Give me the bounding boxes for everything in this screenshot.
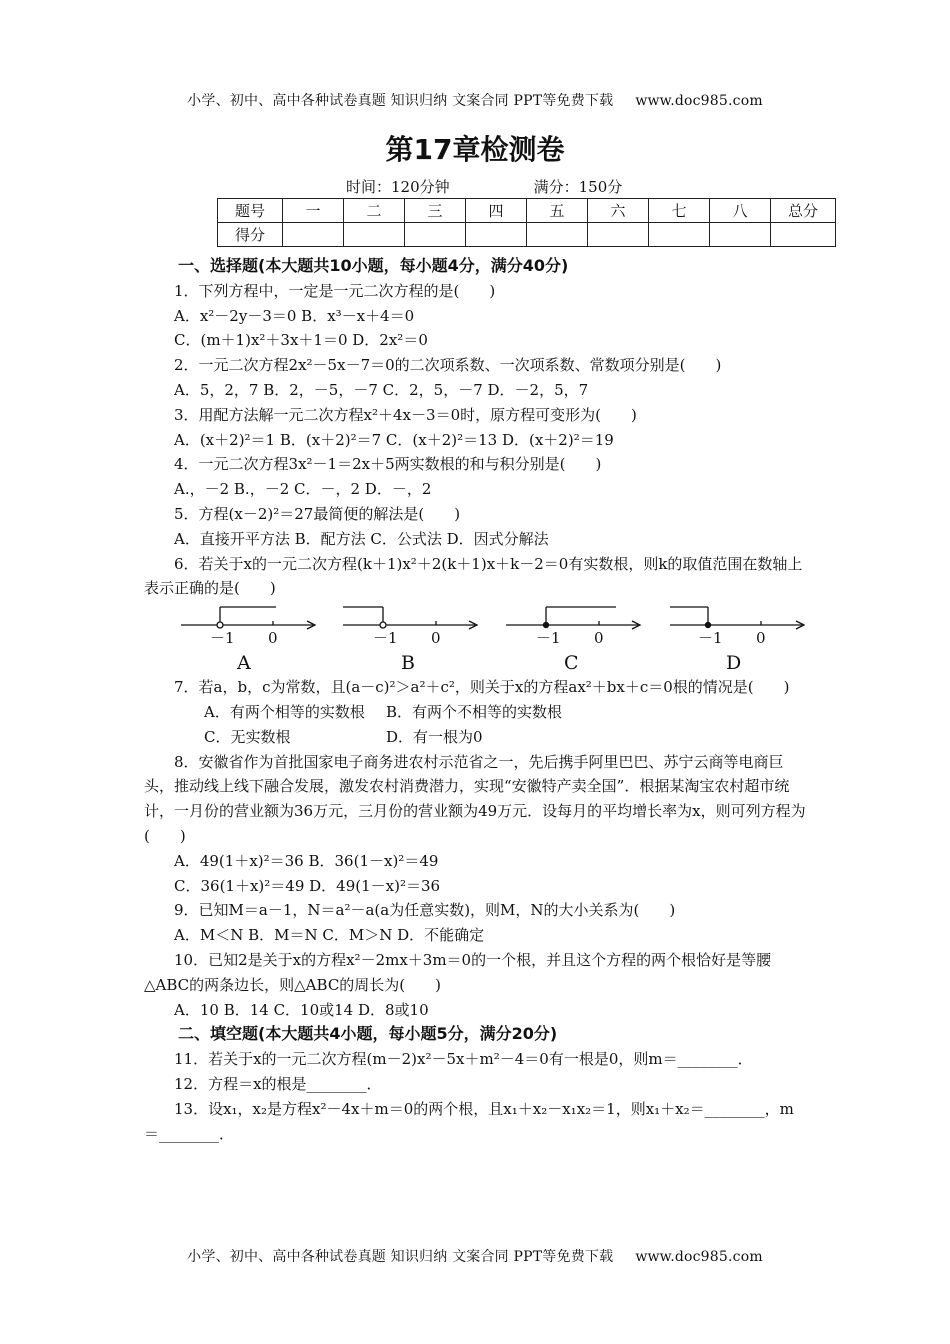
- page-title: 第17章检测卷: [385, 133, 565, 166]
- score-blank[interactable]: [588, 223, 649, 247]
- page-footer: [0, 1246, 950, 1266]
- question-7-options-ab: [144, 700, 808, 725]
- option-b: B．有两个不相等的实数根: [386, 702, 563, 721]
- question-5-options: A．直接开平方法 B．配方法 C．公式法 D．因式分解法: [174, 529, 549, 548]
- score-cell: 三: [405, 199, 466, 223]
- question-9-options: A．M＜N B．M＝N C．M＞N D．不能确定: [174, 926, 485, 945]
- question-1-options-a: A．x²－2y－3＝0 B．x³－x＋4＝0: [174, 306, 415, 325]
- exam-meta: [346, 176, 622, 197]
- question-3-options: A．(x＋2)²＝1 B．(x＋2)²＝7 C．(x＋2)²＝13 D．(x＋2)²＝19: [174, 430, 614, 449]
- score-cell: 二: [344, 199, 405, 223]
- option-a: A．有两个相等的实数根: [204, 702, 365, 721]
- tick-zero: 0: [756, 629, 766, 648]
- exam-full-score: 满分：150分: [533, 178, 623, 196]
- score-cell: 题号: [218, 199, 283, 223]
- score-blank[interactable]: [771, 223, 836, 247]
- tick-neg-one: －1: [698, 629, 723, 648]
- question-8-options-a: A．49(1＋x)²＝36 B．36(1－x)²＝49: [174, 851, 439, 870]
- footer-text: 小学、初中、高中各种试卷真题 知识归纳 文案合同 PPT等免费下载: [187, 1249, 614, 1265]
- question-13: 13．设x₁，x₂是方程x²－4x＋m＝0的两个根，且x₁＋x₂－x₁x₂＝1，则x₁＋x₂＝________，m＝________．: [144, 1099, 794, 1143]
- score-cell: 总分: [771, 199, 836, 223]
- exam-time: 时间：120分钟: [346, 178, 450, 196]
- question-1: 1．下列方程中，一定是一元二次方程的是( ): [174, 281, 496, 300]
- question-4: 4．一元二次方程3x²－1＝2x＋5两实数根的和与积分别是( ): [174, 455, 602, 474]
- number-line-d: [670, 607, 804, 674]
- question-11: 11．若关于x的一元二次方程(m－2)x²－5x＋m²－4＝0有一根是0，则m＝________．: [174, 1050, 753, 1069]
- number-line-options: [144, 605, 808, 675]
- number-line-label: B: [401, 652, 415, 675]
- number-line-label: A: [237, 652, 251, 675]
- score-blank[interactable]: [283, 223, 344, 247]
- score-blank[interactable]: [649, 223, 710, 247]
- score-cell: 六: [588, 199, 649, 223]
- question-12: 12．方程＝x的根是________．: [174, 1074, 382, 1093]
- score-table-header-row: [218, 199, 836, 223]
- question-9: 9．已知M＝a－1，N＝a²－a(a为任意实数)，则M，N的大小关系为( ): [174, 901, 676, 920]
- question-2: 2．一元二次方程2x²－5x－7＝0的二次项系数、一次项系数、常数项分别是( ): [174, 356, 722, 375]
- score-blank[interactable]: [466, 223, 527, 247]
- exam-content: [144, 254, 808, 1146]
- number-line-label: C: [564, 652, 579, 675]
- tick-zero: 0: [594, 629, 604, 648]
- footer-url[interactable]: www.doc985.com: [635, 1249, 763, 1265]
- score-label: 得分: [218, 223, 283, 247]
- score-blank[interactable]: [405, 223, 466, 247]
- option-c: C．无实数根: [204, 727, 291, 746]
- number-line-figure: [176, 605, 816, 675]
- score-blank[interactable]: [710, 223, 771, 247]
- question-7-options-cd: [144, 725, 808, 750]
- question-5: 5．方程(x－2)²＝27最简便的解法是( ): [174, 504, 461, 523]
- question-8-options-b: C．36(1＋x)²＝49 D．49(1－x)²＝36: [174, 876, 441, 895]
- question-2-options: A．5，2，7 B．2，－5，－7 C．2，5，－7 D．－2，5，7: [174, 380, 589, 399]
- question-7: 7．若a，b，c为常数，且(a－c)²＞a²＋c²，则关于x的方程ax²＋bx＋c＝0根的情况是( ): [174, 678, 790, 697]
- score-cell: 四: [466, 199, 527, 223]
- number-line-label: D: [726, 652, 742, 675]
- section-title-choice: 一、选择题(本大题共10小题，每小题4分，满分40分): [178, 256, 569, 275]
- number-line-c: [506, 607, 640, 674]
- question-10: 10．已知2是关于x的方程x²－2mx＋3m＝0的一个根，并且这个方程的两个根恰好是等腰△ABC的两条边长，则△ABC的周长为( ): [144, 950, 772, 994]
- score-table-score-row: [218, 223, 836, 247]
- tick-neg-one: －1: [373, 629, 398, 648]
- score-blank[interactable]: [344, 223, 405, 247]
- score-cell: 一: [283, 199, 344, 223]
- question-1-options-b: C．(m＋1)x²＋3x＋1＝0 D．2x²＝0: [174, 331, 428, 350]
- question-8: 8．安徽省作为首批国家电子商务进农村示范省之一，先后携手阿里巴巴、苏宁云商等电商巨头，推动线上线下融合发展，激发农村消费潜力，实现“安徽特产卖全国”．根据某淘宝农村超市统计，一月份的营业额为36万元，三月份的营业额为49万元．设每月的平均增长率为x，则可列方程为( ): [144, 752, 806, 845]
- question-3: 3．用配方法解一元二次方程x²＋4x－3＝0时，原方程可变形为( ): [174, 405, 637, 424]
- score-cell: 七: [649, 199, 710, 223]
- score-cell: 八: [710, 199, 771, 223]
- tick-neg-one: －1: [210, 629, 235, 648]
- number-line-b: [343, 607, 477, 674]
- number-line-a: [181, 607, 315, 674]
- score-cell: 五: [527, 199, 588, 223]
- option-d: D．有一根为0: [386, 727, 483, 746]
- section-title-fill: 二、填空题(本大题共4小题，每小题5分，满分20分): [178, 1024, 558, 1044]
- score-blank[interactable]: [527, 223, 588, 247]
- header-url[interactable]: www.doc985.com: [635, 93, 763, 109]
- score-table: [217, 198, 836, 247]
- header-text: 小学、初中、高中各种试卷真题 知识归纳 文案合同 PPT等免费下载: [187, 93, 614, 109]
- tick-neg-one: －1: [536, 629, 561, 648]
- question-10-options: A．10 B．14 C．10或14 D．8或10: [174, 1000, 429, 1019]
- page-header: [0, 90, 950, 110]
- tick-zero: 0: [268, 629, 278, 648]
- tick-zero: 0: [431, 629, 441, 648]
- question-4-options: A.，－2 B.，－2 C．－，2 D．－，2: [174, 480, 432, 499]
- question-6: 6．若关于x的一元二次方程(k＋1)x²＋2(k＋1)x＋k－2＝0有实数根，则k的取值范围在数轴上表示正确的是( ): [144, 554, 803, 598]
